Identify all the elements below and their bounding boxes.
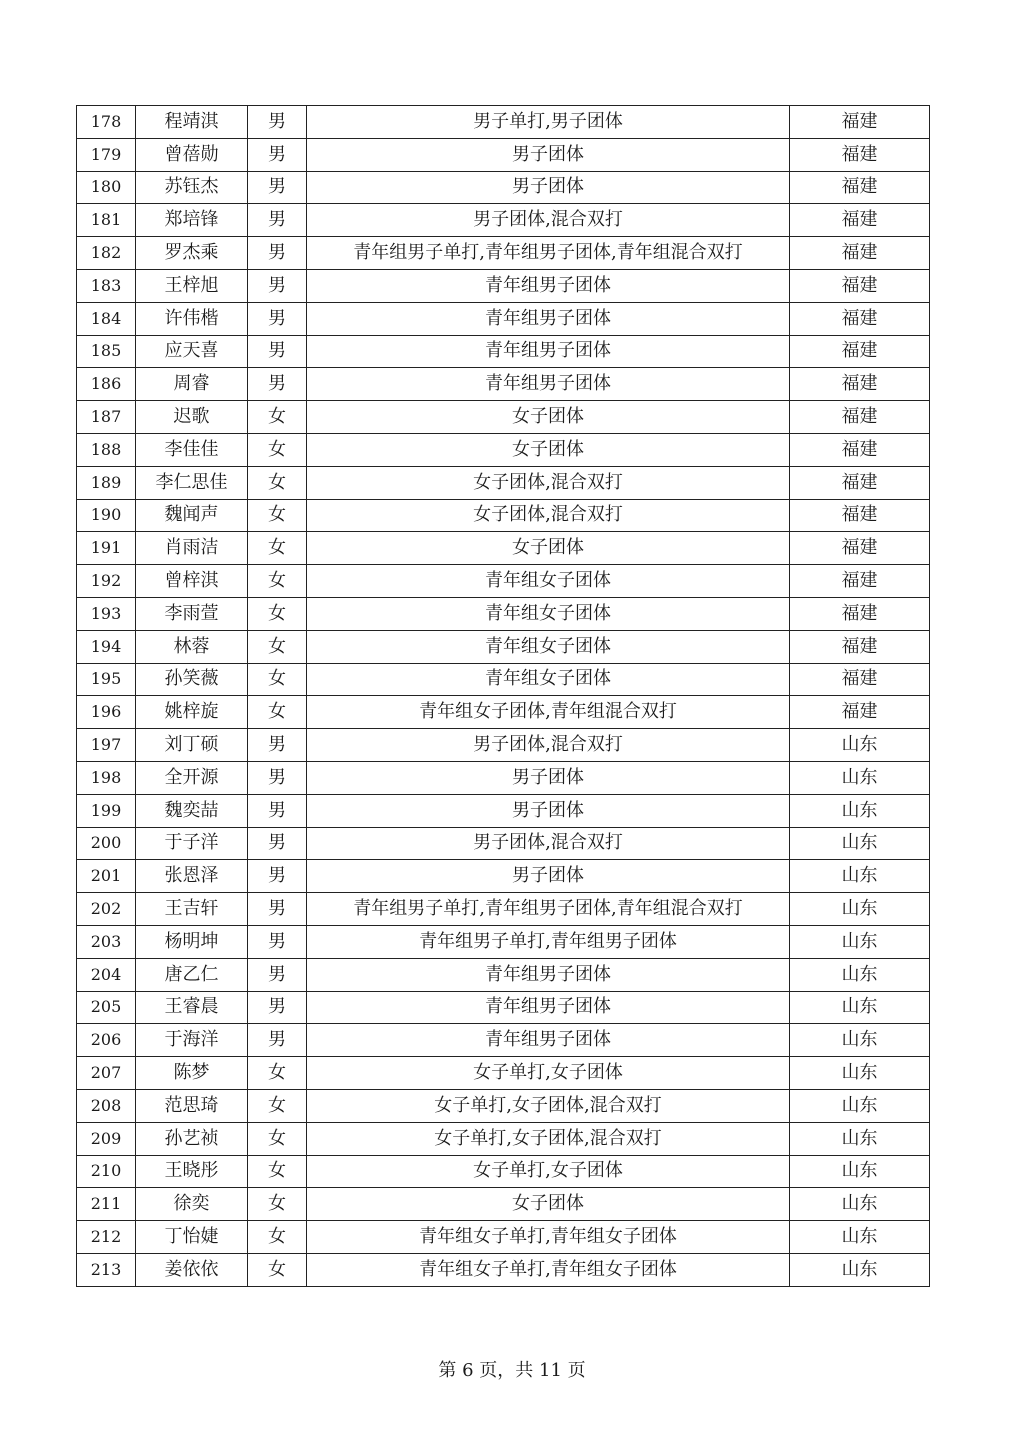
events-cell: 男子团体 bbox=[307, 794, 790, 827]
province-cell: 福建 bbox=[790, 138, 930, 171]
player-name-cell: 罗杰乘 bbox=[136, 237, 248, 270]
province-cell: 山东 bbox=[790, 893, 930, 926]
province-cell: 福建 bbox=[790, 237, 930, 270]
player-name-cell: 李佳佳 bbox=[136, 433, 248, 466]
table-row bbox=[77, 532, 930, 565]
gender-cell: 男 bbox=[248, 729, 307, 762]
page-footer bbox=[0, 1356, 1024, 1382]
gender-cell: 女 bbox=[248, 499, 307, 532]
province-cell: 山东 bbox=[790, 925, 930, 958]
province-cell: 福建 bbox=[790, 663, 930, 696]
province-cell: 山东 bbox=[790, 1089, 930, 1122]
gender-cell: 女 bbox=[248, 532, 307, 565]
province-cell: 山东 bbox=[790, 729, 930, 762]
gender-cell: 男 bbox=[248, 335, 307, 368]
events-cell: 女子团体,混合双打 bbox=[307, 499, 790, 532]
gender-cell: 女 bbox=[248, 1221, 307, 1254]
table-row bbox=[77, 1155, 930, 1188]
events-cell: 青年组男子团体 bbox=[307, 335, 790, 368]
events-cell: 青年组女子团体 bbox=[307, 565, 790, 598]
gender-cell: 男 bbox=[248, 368, 307, 401]
gender-cell: 女 bbox=[248, 1188, 307, 1221]
province-cell: 山东 bbox=[790, 761, 930, 794]
events-cell: 青年组女子团体 bbox=[307, 630, 790, 663]
row-number-cell: 189 bbox=[77, 466, 136, 499]
gender-cell: 女 bbox=[248, 1122, 307, 1155]
events-cell: 女子团体 bbox=[307, 433, 790, 466]
gender-cell: 女 bbox=[248, 1057, 307, 1090]
gender-cell: 女 bbox=[248, 433, 307, 466]
province-cell: 福建 bbox=[790, 171, 930, 204]
province-cell: 福建 bbox=[790, 532, 930, 565]
player-name-cell: 王吉轩 bbox=[136, 893, 248, 926]
row-number-cell: 196 bbox=[77, 696, 136, 729]
row-number-cell: 183 bbox=[77, 269, 136, 302]
table-row bbox=[77, 663, 930, 696]
row-number-cell: 208 bbox=[77, 1089, 136, 1122]
table-row bbox=[77, 1024, 930, 1057]
table-row bbox=[77, 860, 930, 893]
gender-cell: 男 bbox=[248, 237, 307, 270]
gender-cell: 男 bbox=[248, 794, 307, 827]
row-number-cell: 188 bbox=[77, 433, 136, 466]
player-name-cell: 魏奕喆 bbox=[136, 794, 248, 827]
player-name-cell: 刘丁硕 bbox=[136, 729, 248, 762]
events-cell: 青年组女子团体 bbox=[307, 597, 790, 630]
events-cell: 青年组男子团体 bbox=[307, 958, 790, 991]
table-row bbox=[77, 1188, 930, 1221]
events-cell: 女子团体 bbox=[307, 532, 790, 565]
player-name-cell: 孙艺祯 bbox=[136, 1122, 248, 1155]
events-cell: 青年组女子单打,青年组女子团体 bbox=[307, 1253, 790, 1286]
player-name-cell: 唐乙仁 bbox=[136, 958, 248, 991]
player-name-cell: 姚梓旋 bbox=[136, 696, 248, 729]
table-row bbox=[77, 269, 930, 302]
table-row bbox=[77, 991, 930, 1024]
gender-cell: 女 bbox=[248, 401, 307, 434]
gender-cell: 男 bbox=[248, 893, 307, 926]
page-number-label: 第 6 页，共 11 页 bbox=[438, 1360, 586, 1381]
gender-cell: 男 bbox=[248, 1024, 307, 1057]
row-number-cell: 181 bbox=[77, 204, 136, 237]
player-name-cell: 于子洋 bbox=[136, 827, 248, 860]
table-row bbox=[77, 335, 930, 368]
table-row bbox=[77, 630, 930, 663]
province-cell: 山东 bbox=[790, 958, 930, 991]
player-name-cell: 孙笑薇 bbox=[136, 663, 248, 696]
events-cell: 青年组男子单打,青年组男子团体,青年组混合双打 bbox=[307, 237, 790, 270]
row-number-cell: 212 bbox=[77, 1221, 136, 1254]
events-cell: 青年组男子团体 bbox=[307, 1024, 790, 1057]
table-row bbox=[77, 302, 930, 335]
player-name-cell: 王梓旭 bbox=[136, 269, 248, 302]
table-row bbox=[77, 1221, 930, 1254]
province-cell: 山东 bbox=[790, 794, 930, 827]
events-cell: 男子团体,混合双打 bbox=[307, 729, 790, 762]
table-row bbox=[77, 401, 930, 434]
province-cell: 福建 bbox=[790, 269, 930, 302]
gender-cell: 男 bbox=[248, 204, 307, 237]
row-number-cell: 211 bbox=[77, 1188, 136, 1221]
events-cell: 女子单打,女子团体,混合双打 bbox=[307, 1089, 790, 1122]
events-cell: 青年组男子单打,青年组男子团体 bbox=[307, 925, 790, 958]
events-cell: 青年组男子团体 bbox=[307, 991, 790, 1024]
events-cell: 青年组男子单打,青年组男子团体,青年组混合双打 bbox=[307, 893, 790, 926]
province-cell: 山东 bbox=[790, 1024, 930, 1057]
player-name-cell: 王睿晨 bbox=[136, 991, 248, 1024]
player-name-cell: 曾梓淇 bbox=[136, 565, 248, 598]
province-cell: 山东 bbox=[790, 1188, 930, 1221]
row-number-cell: 179 bbox=[77, 138, 136, 171]
row-number-cell: 193 bbox=[77, 597, 136, 630]
player-name-cell: 于海洋 bbox=[136, 1024, 248, 1057]
player-name-cell: 曾蓓勋 bbox=[136, 138, 248, 171]
province-cell: 山东 bbox=[790, 860, 930, 893]
province-cell: 福建 bbox=[790, 204, 930, 237]
events-cell: 男子单打,男子团体 bbox=[307, 106, 790, 139]
gender-cell: 女 bbox=[248, 696, 307, 729]
events-cell: 女子团体 bbox=[307, 401, 790, 434]
row-number-cell: 194 bbox=[77, 630, 136, 663]
table-row bbox=[77, 893, 930, 926]
row-number-cell: 213 bbox=[77, 1253, 136, 1286]
row-number-cell: 210 bbox=[77, 1155, 136, 1188]
row-number-cell: 186 bbox=[77, 368, 136, 401]
row-number-cell: 204 bbox=[77, 958, 136, 991]
table-row bbox=[77, 597, 930, 630]
row-number-cell: 192 bbox=[77, 565, 136, 598]
gender-cell: 女 bbox=[248, 565, 307, 598]
player-name-cell: 王晓彤 bbox=[136, 1155, 248, 1188]
table-row bbox=[77, 958, 930, 991]
row-number-cell: 203 bbox=[77, 925, 136, 958]
player-name-cell: 林蓉 bbox=[136, 630, 248, 663]
player-name-cell: 郑培锋 bbox=[136, 204, 248, 237]
row-number-cell: 206 bbox=[77, 1024, 136, 1057]
player-name-cell: 许伟楷 bbox=[136, 302, 248, 335]
table-row bbox=[77, 106, 930, 139]
table-row bbox=[77, 499, 930, 532]
player-name-cell: 范思琦 bbox=[136, 1089, 248, 1122]
table-row bbox=[77, 237, 930, 270]
row-number-cell: 185 bbox=[77, 335, 136, 368]
player-name-cell: 迟歌 bbox=[136, 401, 248, 434]
roster-table bbox=[76, 105, 930, 1287]
roster-body bbox=[77, 106, 930, 1287]
table-row bbox=[77, 138, 930, 171]
player-name-cell: 张恩泽 bbox=[136, 860, 248, 893]
events-cell: 女子团体 bbox=[307, 1188, 790, 1221]
table-row bbox=[77, 466, 930, 499]
province-cell: 福建 bbox=[790, 302, 930, 335]
table-row bbox=[77, 204, 930, 237]
province-cell: 福建 bbox=[790, 335, 930, 368]
table-row bbox=[77, 565, 930, 598]
province-cell: 山东 bbox=[790, 991, 930, 1024]
player-name-cell: 周睿 bbox=[136, 368, 248, 401]
events-cell: 男子团体,混合双打 bbox=[307, 204, 790, 237]
table-row bbox=[77, 433, 930, 466]
gender-cell: 男 bbox=[248, 860, 307, 893]
province-cell: 福建 bbox=[790, 106, 930, 139]
row-number-cell: 200 bbox=[77, 827, 136, 860]
gender-cell: 男 bbox=[248, 761, 307, 794]
row-number-cell: 207 bbox=[77, 1057, 136, 1090]
gender-cell: 女 bbox=[248, 663, 307, 696]
gender-cell: 女 bbox=[248, 1253, 307, 1286]
table-row bbox=[77, 761, 930, 794]
row-number-cell: 202 bbox=[77, 893, 136, 926]
player-name-cell: 李仁思佳 bbox=[136, 466, 248, 499]
province-cell: 福建 bbox=[790, 433, 930, 466]
province-cell: 山东 bbox=[790, 1057, 930, 1090]
province-cell: 福建 bbox=[790, 597, 930, 630]
row-number-cell: 190 bbox=[77, 499, 136, 532]
table-row bbox=[77, 171, 930, 204]
province-cell: 山东 bbox=[790, 1253, 930, 1286]
player-name-cell: 苏钰杰 bbox=[136, 171, 248, 204]
row-number-cell: 205 bbox=[77, 991, 136, 1024]
gender-cell: 男 bbox=[248, 958, 307, 991]
province-cell: 山东 bbox=[790, 1221, 930, 1254]
row-number-cell: 195 bbox=[77, 663, 136, 696]
events-cell: 女子单打,女子团体 bbox=[307, 1155, 790, 1188]
events-cell: 男子团体 bbox=[307, 860, 790, 893]
table-row bbox=[77, 827, 930, 860]
province-cell: 福建 bbox=[790, 696, 930, 729]
player-name-cell: 姜依依 bbox=[136, 1253, 248, 1286]
table-row bbox=[77, 1089, 930, 1122]
gender-cell: 女 bbox=[248, 597, 307, 630]
gender-cell: 男 bbox=[248, 171, 307, 204]
row-number-cell: 209 bbox=[77, 1122, 136, 1155]
events-cell: 青年组男子团体 bbox=[307, 302, 790, 335]
province-cell: 山东 bbox=[790, 1122, 930, 1155]
gender-cell: 女 bbox=[248, 1155, 307, 1188]
row-number-cell: 182 bbox=[77, 237, 136, 270]
events-cell: 男子团体,混合双打 bbox=[307, 827, 790, 860]
gender-cell: 男 bbox=[248, 106, 307, 139]
province-cell: 福建 bbox=[790, 630, 930, 663]
player-name-cell: 徐奕 bbox=[136, 1188, 248, 1221]
table-row bbox=[77, 1122, 930, 1155]
table-row bbox=[77, 696, 930, 729]
table-row bbox=[77, 794, 930, 827]
gender-cell: 男 bbox=[248, 991, 307, 1024]
player-name-cell: 陈梦 bbox=[136, 1057, 248, 1090]
player-name-cell: 应天喜 bbox=[136, 335, 248, 368]
events-cell: 女子单打,女子团体,混合双打 bbox=[307, 1122, 790, 1155]
roster-sheet bbox=[76, 105, 929, 1287]
row-number-cell: 201 bbox=[77, 860, 136, 893]
row-number-cell: 197 bbox=[77, 729, 136, 762]
events-cell: 男子团体 bbox=[307, 138, 790, 171]
events-cell: 青年组女子团体,青年组混合双打 bbox=[307, 696, 790, 729]
row-number-cell: 198 bbox=[77, 761, 136, 794]
player-name-cell: 魏闻声 bbox=[136, 499, 248, 532]
province-cell: 福建 bbox=[790, 466, 930, 499]
gender-cell: 男 bbox=[248, 138, 307, 171]
province-cell: 山东 bbox=[790, 827, 930, 860]
player-name-cell: 李雨萱 bbox=[136, 597, 248, 630]
player-name-cell: 程靖淇 bbox=[136, 106, 248, 139]
events-cell: 青年组男子团体 bbox=[307, 368, 790, 401]
row-number-cell: 184 bbox=[77, 302, 136, 335]
gender-cell: 男 bbox=[248, 925, 307, 958]
events-cell: 女子单打,女子团体 bbox=[307, 1057, 790, 1090]
events-cell: 青年组女子单打,青年组女子团体 bbox=[307, 1221, 790, 1254]
gender-cell: 女 bbox=[248, 1089, 307, 1122]
events-cell: 女子团体,混合双打 bbox=[307, 466, 790, 499]
row-number-cell: 191 bbox=[77, 532, 136, 565]
events-cell: 青年组男子团体 bbox=[307, 269, 790, 302]
province-cell: 山东 bbox=[790, 1155, 930, 1188]
table-row bbox=[77, 925, 930, 958]
province-cell: 福建 bbox=[790, 368, 930, 401]
row-number-cell: 199 bbox=[77, 794, 136, 827]
gender-cell: 男 bbox=[248, 827, 307, 860]
gender-cell: 男 bbox=[248, 302, 307, 335]
player-name-cell: 肖雨洁 bbox=[136, 532, 248, 565]
events-cell: 青年组女子团体 bbox=[307, 663, 790, 696]
events-cell: 男子团体 bbox=[307, 171, 790, 204]
table-row bbox=[77, 729, 930, 762]
row-number-cell: 178 bbox=[77, 106, 136, 139]
province-cell: 福建 bbox=[790, 565, 930, 598]
table-row bbox=[77, 368, 930, 401]
events-cell: 男子团体 bbox=[307, 761, 790, 794]
province-cell: 福建 bbox=[790, 499, 930, 532]
player-name-cell: 全开源 bbox=[136, 761, 248, 794]
gender-cell: 女 bbox=[248, 630, 307, 663]
province-cell: 福建 bbox=[790, 401, 930, 434]
table-row bbox=[77, 1057, 930, 1090]
table-row bbox=[77, 1253, 930, 1286]
row-number-cell: 180 bbox=[77, 171, 136, 204]
player-name-cell: 丁怡婕 bbox=[136, 1221, 248, 1254]
player-name-cell: 杨明坤 bbox=[136, 925, 248, 958]
gender-cell: 男 bbox=[248, 269, 307, 302]
gender-cell: 女 bbox=[248, 466, 307, 499]
row-number-cell: 187 bbox=[77, 401, 136, 434]
